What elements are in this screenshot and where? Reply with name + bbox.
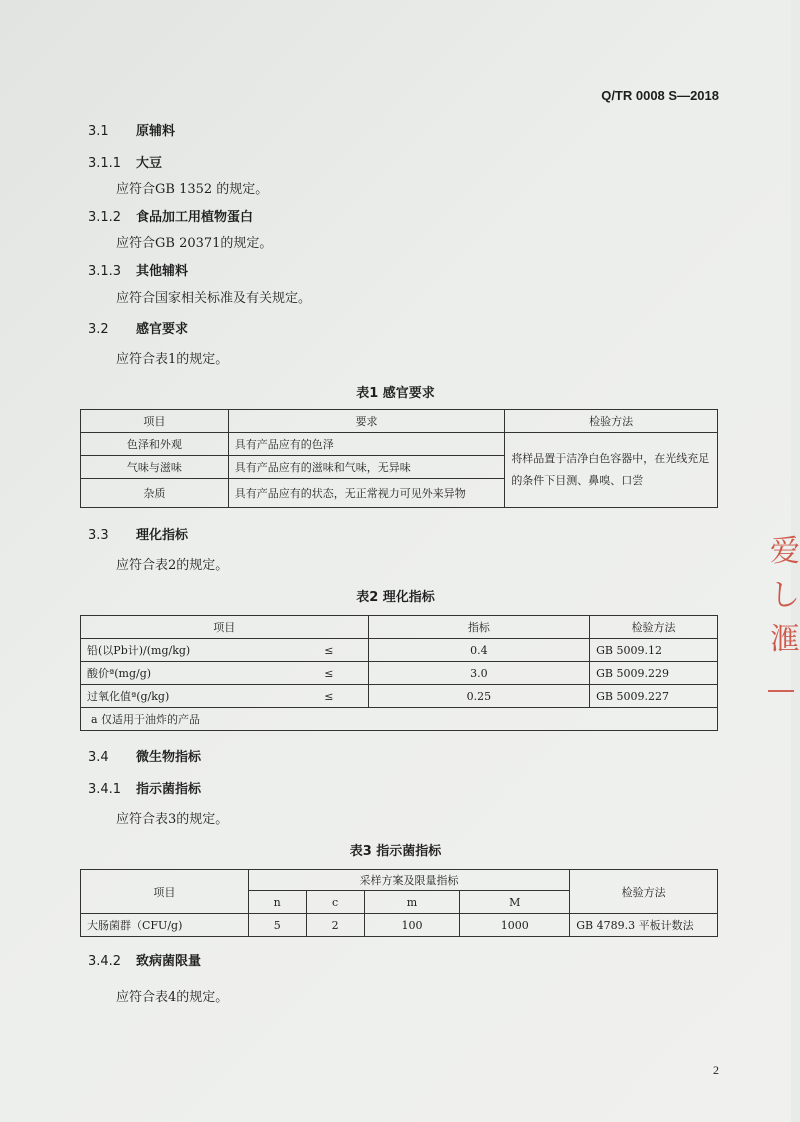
table3-subheader-M: M — [460, 891, 570, 914]
table2-operator: ≤ — [290, 662, 368, 685]
table3-subheader-m: m — [364, 891, 460, 914]
table1-header-requirement: 要求 — [228, 410, 505, 433]
table2-item: 酸价ª(mg/g) — [81, 662, 291, 685]
section-heading-3-2: 3.2 感官要求 — [88, 322, 189, 337]
table1-cell: 具有产品应有的状态，无正常视力可见外来异物 — [228, 479, 505, 508]
section-heading-3-4-1: 3.4.1 指示菌指标 — [88, 782, 202, 797]
table3-c: 2 — [306, 914, 364, 937]
table3-subheader-n: n — [248, 891, 306, 914]
indicator-bacteria-table — [80, 869, 718, 937]
table3-subheader-c: c — [306, 891, 364, 914]
table1-method-cell: 将样品置于洁净白色容器中，在光线充足的条件下目测、鼻嗅、口尝 — [505, 433, 718, 508]
table1-header-item: 项目 — [81, 410, 229, 433]
table1-cell: 色泽和外观 — [81, 433, 229, 456]
section-text-3-4-2: 应符合表4的规定。 — [116, 990, 229, 1005]
table3-item: 大肠菌群（CFU/g) — [81, 914, 249, 937]
table2-method: GB 5009.227 — [590, 685, 718, 708]
table2-footnote: a 仅适用于油炸的产品 — [81, 708, 718, 731]
section-heading-3-4: 3.4 微生物指标 — [88, 750, 202, 765]
table2-caption: 表2 理化指标 — [356, 590, 435, 605]
table3-M: 1000 — [460, 914, 570, 937]
document-id: Q/TR 0008 S—2018 — [601, 88, 719, 103]
physicochemical-table — [80, 615, 718, 731]
red-stamp — [770, 530, 800, 700]
table2-value: 3.0 — [368, 662, 590, 685]
table2-method: GB 5009.12 — [590, 639, 718, 662]
table2-item: 过氧化值ª(g/kg) — [81, 685, 291, 708]
table3-header-item: 项目 — [81, 870, 249, 914]
page-number: 2 — [713, 1063, 719, 1077]
table3-n: 5 — [248, 914, 306, 937]
stamp-char: し — [770, 578, 800, 613]
table2-value: 0.25 — [368, 685, 590, 708]
table2-method: GB 5009.229 — [590, 662, 718, 685]
section-heading-3-1-3: 3.1.3 其他辅料 — [88, 264, 189, 279]
section-heading-3-1: 3.1 原辅料 — [88, 124, 176, 139]
table2-operator: ≤ — [290, 639, 368, 662]
table3-caption: 表3 指示菌指标 — [349, 844, 442, 859]
section-text-3-1-3: 应符合国家相关标准及有关规定。 — [116, 291, 312, 306]
table3-header-plan: 采样方案及限量指标 — [248, 870, 569, 891]
table1-cell: 具有产品应有的滋味和气味，无异味 — [228, 456, 505, 479]
table3-header-method: 检验方法 — [570, 870, 718, 914]
section-heading-3-3: 3.3 理化指标 — [88, 528, 189, 543]
section-text-3-3: 应符合表2的规定。 — [116, 558, 229, 573]
section-heading-3-4-2: 3.4.2 致病菌限量 — [88, 954, 202, 969]
table2-item: 铅(以Pb计)/(mg/kg) — [81, 639, 291, 662]
sensory-table — [80, 409, 718, 508]
stamp-char: 滙 — [770, 622, 800, 657]
table3-method: GB 4789.3 平板计数法 — [570, 914, 718, 937]
table1-cell: 杂质 — [81, 479, 229, 508]
stamp-mark — [768, 690, 794, 692]
table2-header-method: 检验方法 — [590, 616, 718, 639]
section-text-3-1-1: 应符合GB 1352 的规定。 — [116, 182, 269, 197]
stamp-char: 爱 — [770, 534, 800, 569]
table1-cell: 具有产品应有的色泽 — [228, 433, 505, 456]
table2-value: 0.4 — [368, 639, 590, 662]
section-heading-3-1-2: 3.1.2 食品加工用植物蛋白 — [88, 210, 254, 225]
section-text-3-2: 应符合表1的规定。 — [116, 352, 229, 367]
table1-header-method: 检验方法 — [505, 410, 718, 433]
section-text-3-4-1: 应符合表3的规定。 — [116, 812, 229, 827]
table2-header-item: 项目 — [81, 616, 369, 639]
table3-m: 100 — [364, 914, 460, 937]
section-heading-3-1-1: 3.1.1 大豆 — [88, 156, 163, 171]
table2-operator: ≤ — [290, 685, 368, 708]
section-text-3-1-2: 应符合GB 20371的规定。 — [116, 236, 273, 251]
table1-cell: 气味与滋味 — [81, 456, 229, 479]
table1-caption: 表1 感官要求 — [356, 386, 435, 401]
table2-header-value: 指标 — [368, 616, 590, 639]
